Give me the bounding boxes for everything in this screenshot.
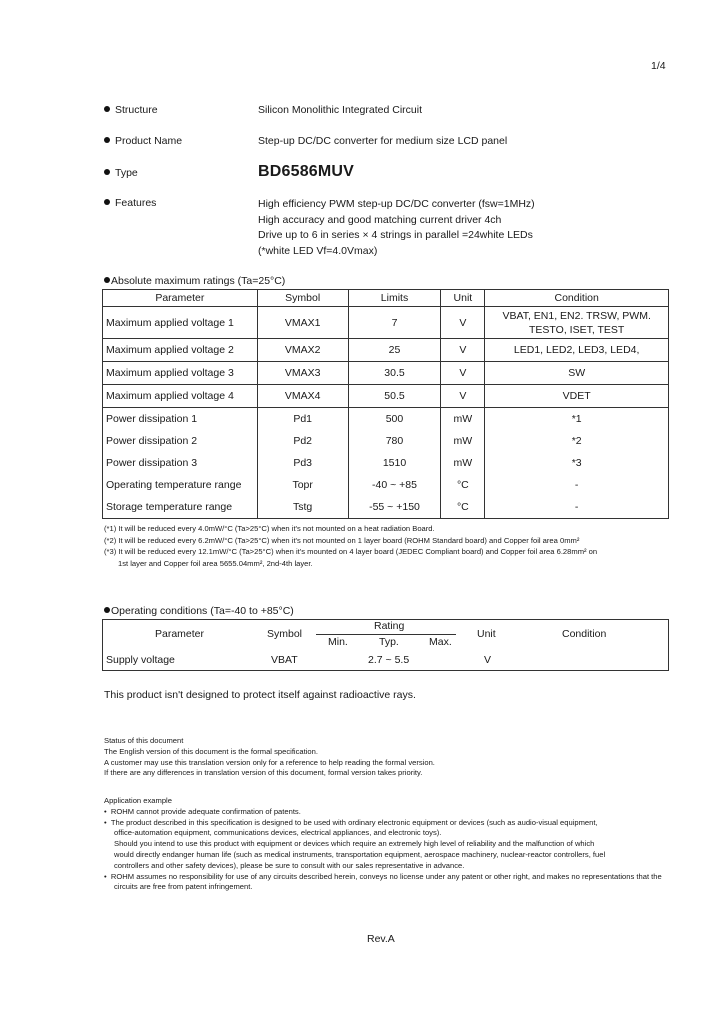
page-number: 1/4 <box>651 60 666 72</box>
status-title: Status of this document <box>104 736 184 745</box>
bullet-icon <box>104 277 110 283</box>
application-item-cont: Should you intend to use this product with equipment or devices which require an extremely high level of reliability and the malfunction of which <box>114 839 595 849</box>
header-symbol: Symbol <box>257 290 348 307</box>
op-cond-title: Operating conditions (Ta=-40 to +85°C) <box>104 605 294 617</box>
op-header-parameter: Parameter <box>155 628 205 640</box>
features-label: Features <box>104 197 156 209</box>
application-item: • The product described in this specification is designed to be used with ordinary electronic equipment or devices (such as audio-visual equipment, <box>104 817 598 827</box>
header-limits: Limits <box>348 290 441 307</box>
op-header-unit: Unit <box>477 628 496 640</box>
bullet-icon <box>104 607 110 613</box>
op-row-symbol: VBAT <box>271 654 298 666</box>
header-parameter: Parameter <box>103 290 258 307</box>
table-row: Operating temperature range Topr -40 ~ +85 °C - <box>103 474 669 496</box>
op-header-max: Max. <box>429 636 452 648</box>
table-row: Storage temperature range Tstg -55 ~ +150 °C - <box>103 496 669 519</box>
op-header-condition: Condition <box>562 628 607 640</box>
op-header-typ: Typ. <box>379 636 399 648</box>
document-status <box>104 736 664 779</box>
application-item-cont: office-automation equipment, communications devices, electrical appliances, and electronic toys). <box>114 828 442 838</box>
application-item-cont: controllers and other safety devices), please be sure to consult with our sales representative in advance. <box>114 860 465 870</box>
table-row: Maximum applied voltage 3 VMAX3 30.5 V SW <box>103 362 669 385</box>
application-title: Application example <box>104 796 172 805</box>
header-unit: Unit <box>441 290 485 307</box>
application-example <box>104 796 664 893</box>
bullet-icon <box>104 137 110 143</box>
op-row-parameter: Supply voltage <box>106 654 175 666</box>
table-row: Maximum applied voltage 2 VMAX2 25 V LED1, LED2, LED3, LED4, <box>103 339 669 362</box>
note-line: 1st layer and Copper foil area 5655.04mm², 2nd-4th layer. <box>118 558 313 568</box>
feature-line: High accuracy and good matching current driver 4ch <box>258 213 502 226</box>
application-item-cont: would directly endanger human life (such as medical instruments, transportation equipment, aerospace machinery, nuclear-reactor controllers, fuel <box>114 849 606 859</box>
bullet-icon <box>104 169 110 175</box>
feature-line: Drive up to 6 in series × 4 strings in parallel =24white LEDs <box>258 229 533 242</box>
rating-divider <box>316 634 456 635</box>
product-name-value: Step-up DC/DC converter for medium size LCD panel <box>258 135 508 147</box>
op-header-symbol: Symbol <box>267 628 303 640</box>
status-line: The English version of this document is the formal specification. <box>104 746 318 756</box>
features-list <box>258 197 535 259</box>
type-label: Type <box>104 167 138 179</box>
note-line: (*2) It will be reduced every 6.2mW/°C (Ta>25°C) when it's not mounted on 1 layer board (ROHM Standard board) and Copper foil area 0mm² <box>104 535 580 545</box>
table-row: Maximum applied voltage 4 VMAX4 50.5 V VDET <box>103 385 669 408</box>
structure-label: Structure <box>104 104 158 116</box>
type-value: BD6586MUV <box>258 163 355 180</box>
bullet-icon <box>104 199 110 205</box>
feature-line: (*white LED Vf=4.0Vmax) <box>258 244 378 257</box>
status-line: A customer may use this translation version only for a reference to help reading the formal version. <box>104 757 435 767</box>
table-row: Power dissipation 1 Pd1 500 mW *1 <box>103 408 669 431</box>
note-line: (*1) It will be reduced every 4.0mW/°C (Ta>25°C) when it's not mounted on a heat radiation Board. <box>104 524 435 533</box>
abs-max-table <box>102 289 669 519</box>
product-name-label: Product Name <box>104 135 182 147</box>
table-row: Maximum applied voltage 1 VMAX1 7 V VBAT, EN1, EN2. TRSW, PWM. TESTO, ISET, TEST <box>103 307 669 339</box>
header-condition: Condition <box>485 290 669 307</box>
op-row-unit: V <box>484 654 492 666</box>
revision-label: Rev.A <box>367 933 395 945</box>
application-item: • ROHM cannot provide adequate confirmation of patents. <box>104 806 301 816</box>
table-row: Power dissipation 2 Pd2 780 mW *2 <box>103 430 669 452</box>
radiation-disclaimer: This product isn't designed to protect itself against radioactive rays. <box>104 689 416 701</box>
table-row: Power dissipation 3 Pd3 1510 mW *3 <box>103 452 669 474</box>
status-line: If there are any differences in translation version of this document, formal version takes priority. <box>104 768 423 778</box>
op-header-rating: Rating <box>374 620 405 632</box>
table-header-row <box>103 290 669 307</box>
note-line: (*3) It will be reduced every 12.1mW/°C (Ta>25°C) when it's mounted on 4 layer board (JEDEC Compliant board) and Copper foil area 6.28mm² on <box>104 547 598 557</box>
op-row-rating: 2.7 ~ 5.5 <box>368 654 410 666</box>
abs-max-notes <box>104 523 664 569</box>
abs-max-title: Absolute maximum ratings (Ta=25°C) <box>104 275 285 287</box>
structure-value: Silicon Monolithic Integrated Circuit <box>258 104 422 116</box>
op-cond-table <box>102 619 669 671</box>
feature-line: High efficiency PWM step-up DC/DC converter (fsw=1MHz) <box>258 198 535 210</box>
op-header-min: Min. <box>328 636 348 648</box>
application-item: • ROHM assumes no responsibility for use of any circuits described herein, conveys no license under any patent or other right, and makes no representations that the circuits are free from patent infringement. <box>104 871 662 892</box>
condition-cell: VBAT, EN1, EN2. TRSW, PWM. TESTO, ISET, TEST <box>485 307 669 339</box>
bullet-icon <box>104 106 110 112</box>
